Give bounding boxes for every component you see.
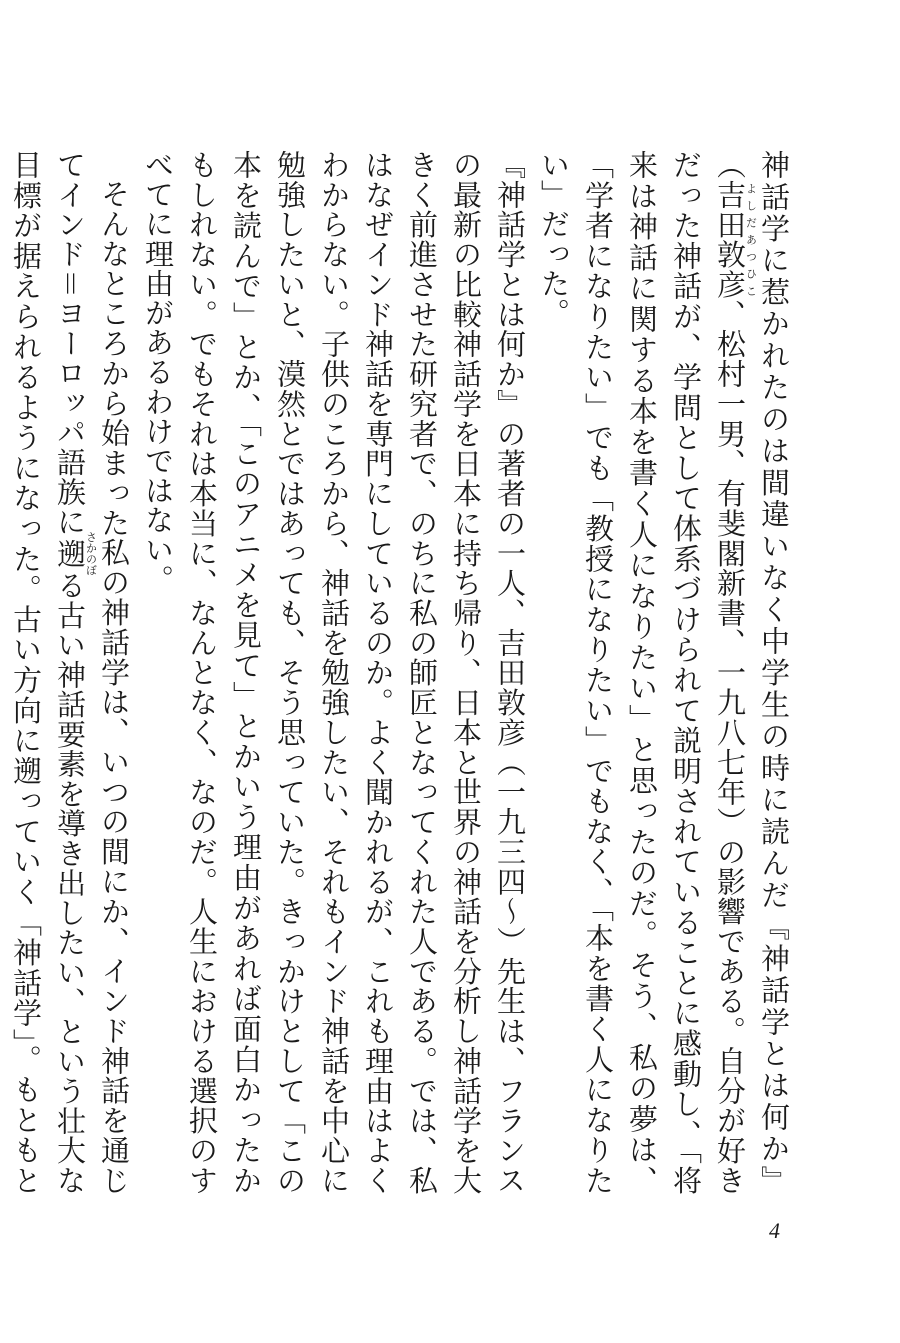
ruby-sakanoboru (53, 531, 98, 576)
paragraph-1-text-b: 、松村一男、有斐閣新書、一九八七年）の影響である。自分が好きだった神話が、学問として体系づけられて説明されていることに感動し、「将来は神話に関する本を書く人になりたい」と思ったのだ。そう、私の夢は、「学者になりたい」でも「教授になりたい」でもなく、「本を書く人になりたい」だった。 (537, 150, 747, 1196)
ruby-sakanoboru-base: 遡 (53, 531, 87, 576)
paragraph-3 (0, 150, 136, 1195)
ruby-yoshida-reading: よしだあつひこ (744, 179, 758, 300)
paragraph-2 (136, 150, 532, 1195)
paragraph-3-text-a: そんなところから始まった私の神話学は、いつの間にか、インド神話を通じてインド＝ヨーロッパ語族に (53, 150, 131, 1195)
ruby-yoshida-base: 吉田敦彦 (713, 179, 747, 300)
ruby-yoshida-atsuhiko (713, 179, 758, 300)
paragraph-1 (532, 150, 796, 1195)
paragraph-2-text: 『神話学とは何か』の著者の一人、吉田敦彦（一九三四〜）先生は、フランスの最新の比較神話学を日本に持ち帰り、日本と世界の神話を分析し神話学を大きく前進させた研究者で、のちに私の師匠となってくれた人である。では、私はなぜインド神話を専門にしているのか。よく聞かれるが、これも理由はよくわからない。子供のころから、神話を勉強したい、それもインド神話を中心に勉強したいと、漠然とではあっても、そう思っていた。きっかけとして「この本を読んで」とか、「このアニメを見て」とかいう理由があれば面白かったかもしれない。でもそれは本当に、なんとなく、なのだ。人生における選択のすべてに理由があるわけではない。 (141, 150, 527, 1195)
paragraph-3-text-b: る古い神話要素を導き出したい、という壮大な目標が据えられるようになった。古い方向に遡っていく「神話学」。もともと (9, 150, 87, 1195)
page-number: 4 (769, 1218, 780, 1243)
vertical-body-text (9, 150, 796, 1196)
paragraph-1-text-a: 神話学に惹かれたのは間違いなく中学生の時に読んだ『神話学とは何か』 (757, 150, 791, 1195)
paragraph-1-paren-open: （ (713, 150, 747, 180)
ruby-sakanoboru-reading: さかのぼ (84, 531, 98, 576)
